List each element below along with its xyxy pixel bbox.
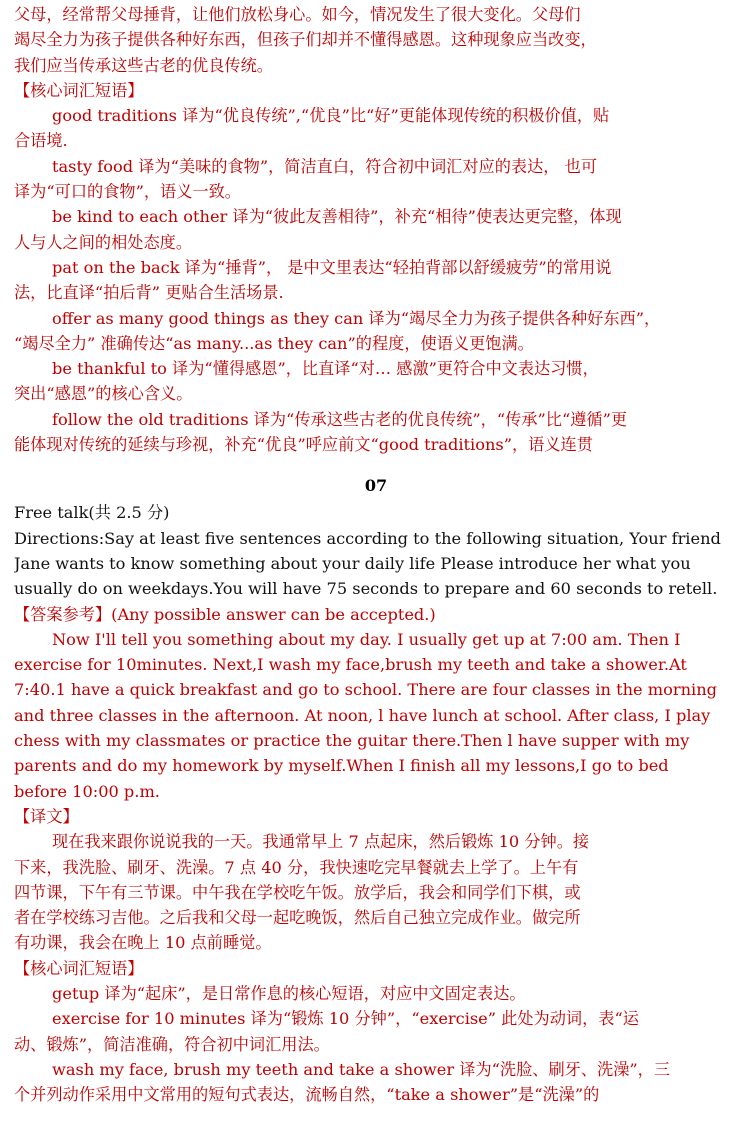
vocab-heading: 【核心词汇短语】 [14, 80, 144, 100]
answer-line: and three classes in the afternoon. At noon, l have lunch at school. After class, I play [14, 705, 711, 725]
vocab-line: good traditions 译为“优良传统”,“优良”比“好”更能体现传统的积极价值，贴 [52, 106, 610, 126]
vocab-line: 人与人之间的相处态度。 [14, 232, 193, 252]
answer-line: before 10:00 p.m. [14, 781, 160, 801]
translation-line: 现在我来跟你说说我的一天。我通常早上 7 点起床，然后锻炼 10 分钟。接 [52, 832, 590, 852]
vocab-line: getup 译为“起床”，是日常作息的核心短语，对应中文固定表达。 [52, 983, 526, 1003]
vocab-line: 个并列动作采用中文常用的短句式表达，流畅自然，“take a shower”是“洗澡”的 [14, 1085, 600, 1105]
vocab-line: exercise for 10 minutes 译为“锻炼 10 分钟”，“exercise” 此处为动词，表“运 [52, 1009, 639, 1029]
answer-line: parents and do my homework by myself.When I finish all my lessons,I go to bed [14, 756, 669, 776]
translation-paragraph [14, 829, 738, 955]
vocab-line: 合语境. [14, 131, 68, 151]
vocab-line: 法，比直译“拍后背” 更贴合生活场景. [14, 283, 284, 303]
vocab-line: “竭尽全力” 准确传达“as many...as they can”的程度，使语义更饱满。 [14, 333, 534, 353]
section-number: 07 [364, 476, 388, 496]
directions-line: usually do on weekdays.You will have 75 seconds to prepare and 60 seconds to retell. [14, 579, 718, 599]
translation-line: 有功课，我会在晚上 10 点前睡觉。 [14, 933, 272, 953]
vocab-line: be kind to each other 译为“彼此友善相待”，补充“相待”使表达更完整，体现 [52, 207, 622, 227]
answer-note: (Any possible answer can be accepted.) [111, 604, 436, 624]
vocab-line: 能体现对传统的延续与珍视，补充“优良”呼应前文“good traditions”，语义连贯 [14, 435, 593, 455]
vocab-line: follow the old traditions 译为“传承这些古老的优良传统”，“传承”比“遵循”更 [52, 409, 628, 429]
answer-line: chess with my classmates or practice the guitar there.Then l have supper with my [14, 731, 690, 751]
vocab-line: pat on the back 译为“捶背”， 是中文里表达“轻拍背部以舒缓疲劳”的常用说 [52, 257, 612, 277]
free-talk-heading: Free talk(共 2.5 分) [14, 503, 170, 523]
answer-heading-row [14, 602, 738, 627]
vocab-heading-2: 【核心词汇短语】 [14, 958, 144, 978]
directions-line: Jane wants to know something about your daily life Please introduce her what you [14, 553, 691, 573]
translation-heading: 【译文】 [14, 806, 79, 826]
vocab-list [14, 103, 738, 457]
answer-paragraph [14, 627, 738, 804]
intro-line: 我们应当传承这些古老的优良传统。 [14, 55, 273, 75]
answer-line: Now I'll tell you something about my day. I usually get up at 7:00 am. Then I [52, 629, 681, 649]
vocab-list-2 [14, 981, 738, 1107]
vocab-line: 突出“感恩”的核心含义。 [14, 384, 193, 404]
vocab-line: 动、锻炼”，简洁准确，符合初中词汇用法。 [14, 1034, 330, 1054]
vocab-line: 译为“可口的食物”，语义一致。 [14, 182, 241, 202]
answer-line: 7:40.1 have a quick breakfast and go to school. There are four classes in the morning [14, 680, 717, 700]
vocab-line: wash my face, brush my teeth and take a shower 译为“洗脸、刷牙、洗澡”，三 [52, 1059, 671, 1079]
vocab-line: be thankful to 译为“懂得感恩”，比直译“对… 感激”更符合中文表达习惯， [52, 359, 599, 379]
answer-heading: 【答案参考】 [14, 604, 112, 624]
directions-paragraph [14, 526, 738, 602]
vocab-line: tasty food 译为“美味的食物”，简洁直白，符合初中词汇对应的表达， 也可 [52, 156, 598, 176]
translation-line: 四节课，下午有三节课。中午我在学校吃午饭。放学后，我会和同学们下棋，或 [14, 882, 581, 902]
translation-line: 下来，我洗脸、刷牙、洗澡。7 点 40 分，我快速吃完早餐就去上学了。上午有 [14, 857, 579, 877]
intro-line: 父母，经常帮父母捶背，让他们放松身心。如今，情况发生了很大变化。父母们 [14, 5, 581, 24]
directions-line: Directions:Say at least five sentences according to the following situation, Your friend [14, 528, 721, 548]
intro-paragraph [14, 2, 738, 78]
translation-line: 者在学校练习吉他。之后我和父母一起吃晚饭，然后自己独立完成作业。做完所 [14, 908, 581, 928]
intro-line: 竭尽全力为孩子提供各种好东西，但孩子们却并不懂得感恩。这种现象应当改变， [14, 30, 597, 50]
vocab-line: offer as many good things as they can 译为“竭尽全力为孩子提供各种好东西”， [52, 308, 661, 328]
answer-line: exercise for 10minutes. Next,I wash my face,brush my teeth and take a shower.At [14, 655, 687, 675]
